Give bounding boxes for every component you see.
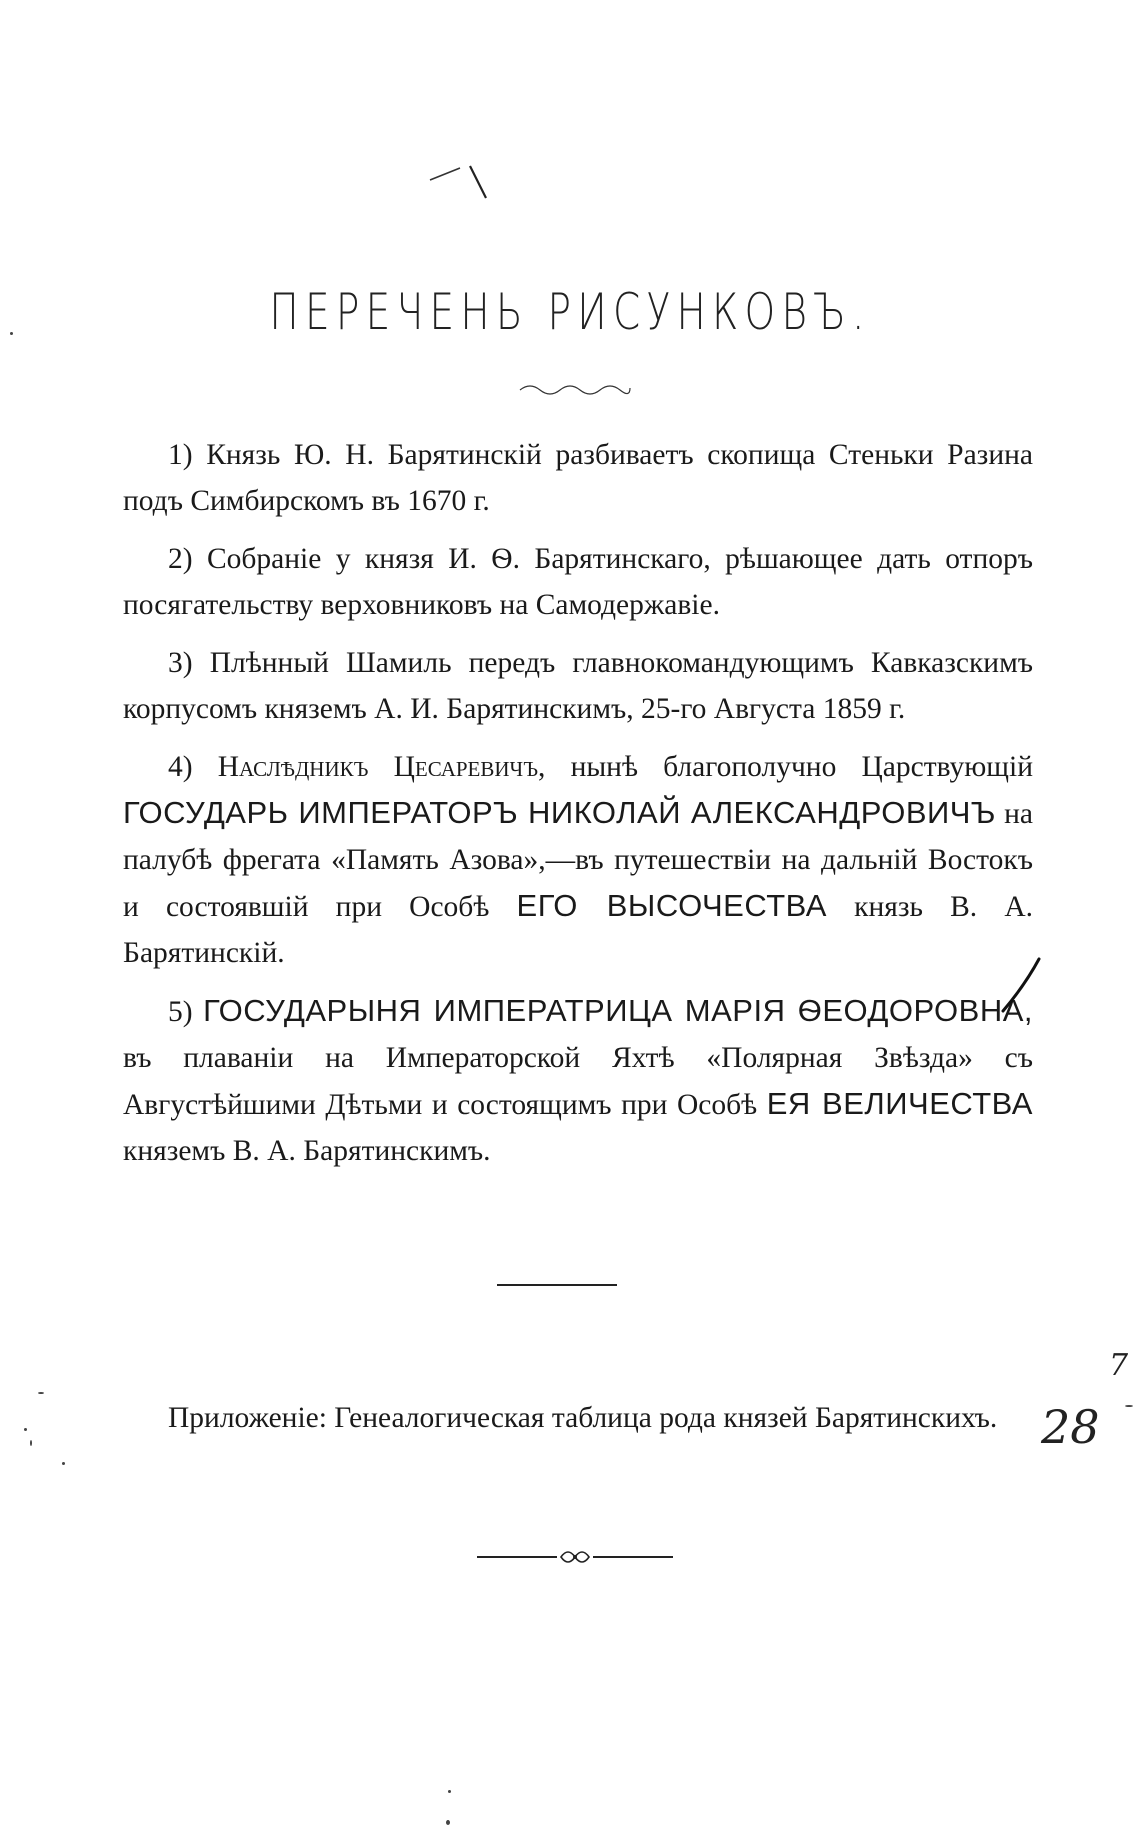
- list-item-3: [123, 640, 1033, 732]
- paper-speck: [38, 1392, 44, 1394]
- item-number: 5): [168, 996, 193, 1028]
- item-number: 3): [168, 647, 193, 679]
- item-number: 1): [168, 439, 193, 471]
- pen-mark-top: [420, 150, 510, 210]
- svg-text:28: 28: [1041, 1400, 1100, 1454]
- paper-speck: [62, 1462, 65, 1465]
- item-text-empress: ГОСУДАРЫНЯ ИМПЕРАТРИЦА МАРІЯ ѲЕОДОРОВНА,: [203, 993, 1033, 1028]
- item-text: въ плаваніи на Императорской Яхтѣ «Полярная Звѣзда» съ Августѣйшими Дѣтьми и состоящимъ при Особѣ: [123, 1042, 1033, 1121]
- item-text-heir: Наслѣдникъ Цесаревичъ,: [217, 751, 546, 783]
- appendix-note: [123, 1395, 1023, 1441]
- item-text-highness: ЕГО ВЫСОЧЕСТВА: [516, 888, 827, 923]
- paper-speck: [10, 332, 13, 335]
- list-item-1: [123, 432, 1033, 524]
- title-flourish: [515, 378, 635, 398]
- item-text: на палубѣ фрегата «Память Азова»,—въ путешествіи на дальній Востокъ и состоявшій при Особѣ: [123, 798, 1034, 923]
- list-item-2: [123, 536, 1033, 628]
- svg-text:7: 7: [1109, 1348, 1129, 1383]
- item-text: нынѣ благополучно Царствующій: [570, 751, 1034, 783]
- page-title: ПЕРЕЧЕНЬ РИСУНКОВЪ.: [269, 283, 871, 341]
- item-number: 2): [168, 543, 193, 575]
- item-text-majesty: ЕЯ ВЕЛИЧЕСТВА: [766, 1086, 1033, 1121]
- list-item-4: [123, 744, 1033, 976]
- handwritten-mark: [1105, 1345, 1135, 1385]
- pen-slash-mark: [995, 955, 1045, 1015]
- paper-speck: [446, 1820, 450, 1825]
- list-item-5: [123, 988, 1033, 1174]
- section-divider: [497, 1284, 617, 1286]
- item-number: 4): [168, 751, 193, 783]
- item-text: Плѣнный Шамиль передъ главнокомандующимъ Кавказскимъ корпусомъ княземъ А. И. Барятинскимъ, 25-го Августа 1859 г.: [123, 647, 1034, 725]
- item-text: князь В. А. Барятинскій.: [123, 891, 1033, 969]
- closing-ornament: [475, 1545, 675, 1569]
- item-text: Князь Ю. Н. Барятинскій разбиваетъ скопища Стеньки Разина подъ Симбирскомъ въ 1670 г.: [123, 439, 1033, 517]
- handwritten-page-note: [1035, 1395, 1125, 1465]
- paper-speck: [448, 1790, 451, 1793]
- item-text: Собраніе у князя И. Ѳ. Барятинскаго, рѣшающее дать отпоръ посягательству верховниковъ на Самодержавіе.: [123, 543, 1033, 621]
- paper-speck: [1125, 1405, 1133, 1407]
- paper-speck: [24, 1428, 27, 1431]
- appendix-text: Приложеніе: Генеалогическая таблица рода князей Барятинскихъ.: [168, 1402, 998, 1434]
- item-text: княземъ В. А. Барятинскимъ.: [123, 1135, 491, 1167]
- illustrations-list: [123, 432, 1033, 1186]
- item-text-emperor: ГОСУДАРЬ ИМПЕРАТОРЪ НИКОЛАЙ АЛЕКСАНДРОВИЧЪ: [123, 795, 996, 830]
- paper-speck: [30, 1440, 32, 1446]
